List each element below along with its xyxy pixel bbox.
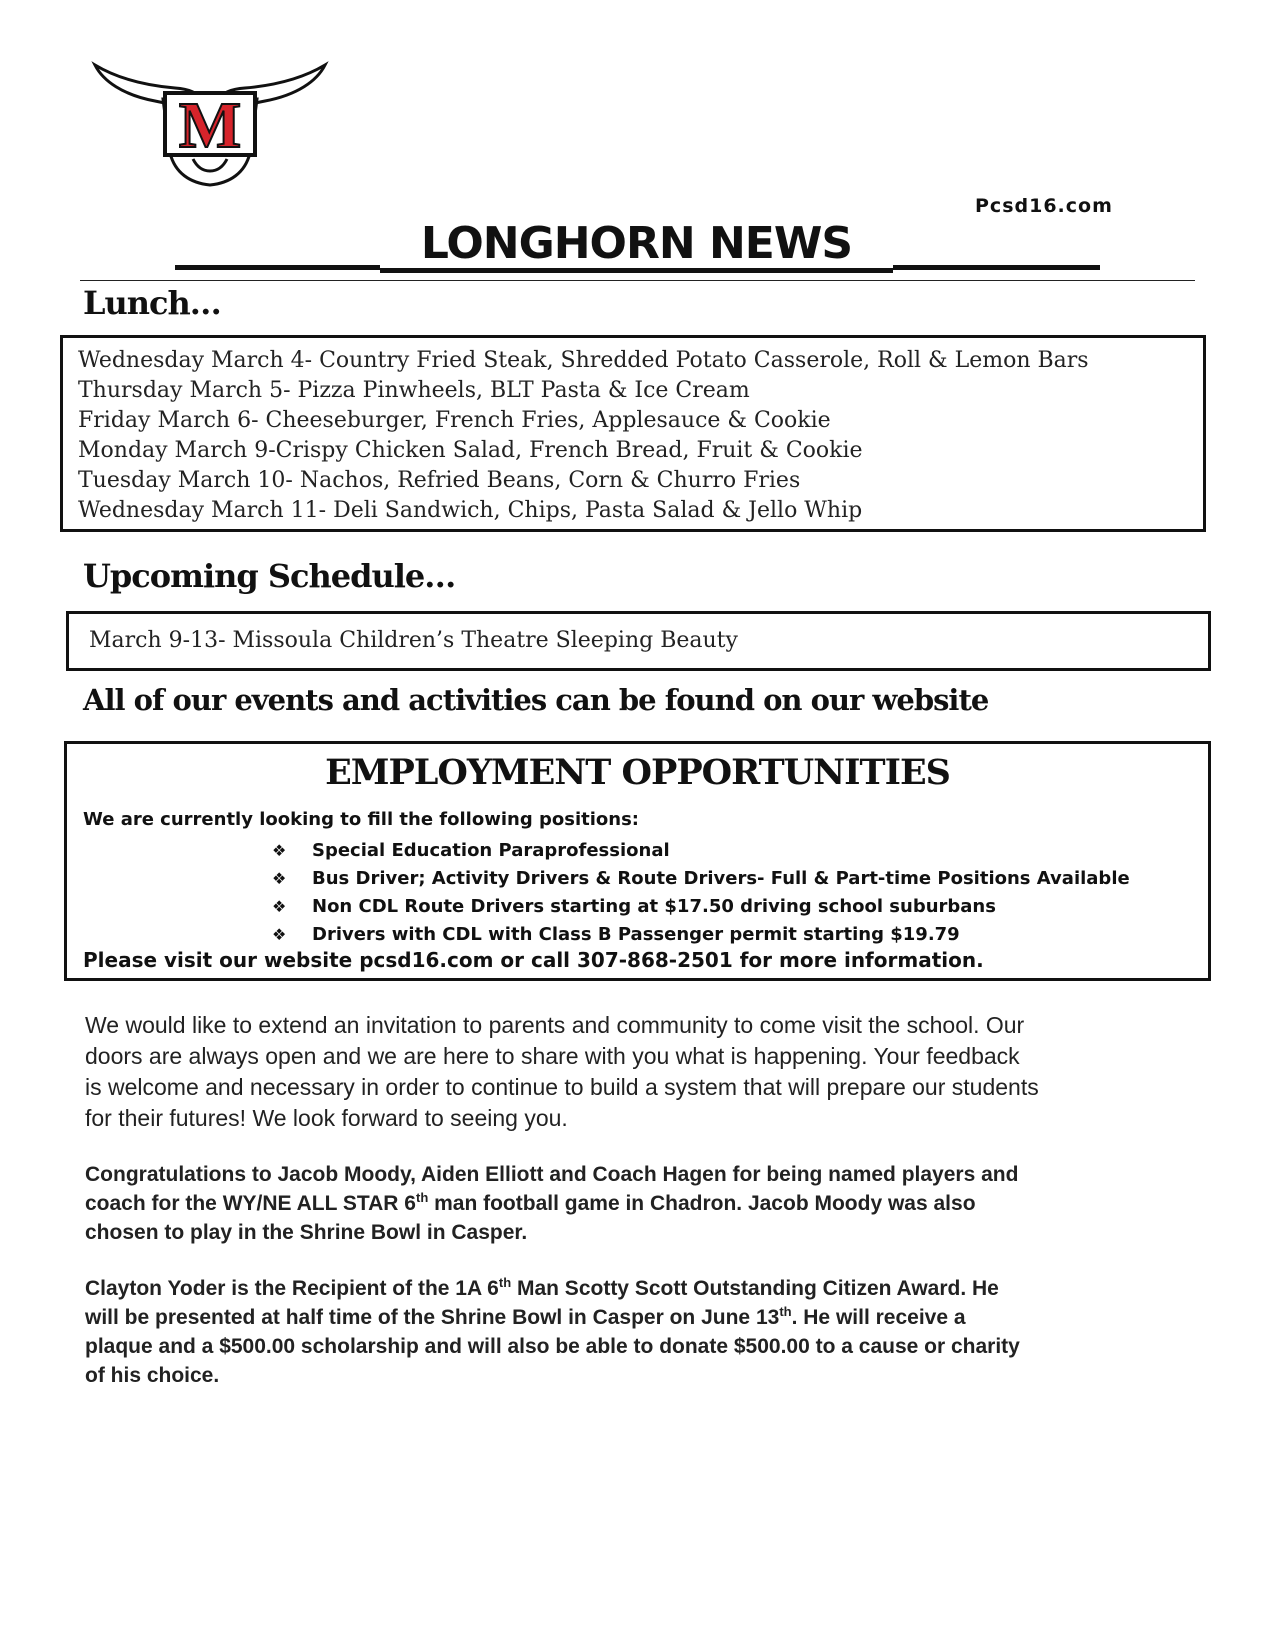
text-run: will be presented at half time of the Shrine Bowl in Casper on June 13 xyxy=(85,1306,780,1329)
superscript: th xyxy=(779,1304,792,1319)
employment-intro: We are currently looking to fill the following positions: xyxy=(83,809,639,830)
lunch-item: Monday March 9-Crispy Chicken Salad, French Bread, Fruit & Cookie xyxy=(78,438,863,463)
employment-contact: Please visit our website pcsd16.com or call 307-868-2501 for more information. xyxy=(83,948,984,972)
paragraph-line: doors are always open and we are here to share with you what is happening. Your feedback xyxy=(85,1043,1020,1069)
paragraph-line: is welcome and necessary in order to continue to build a system that will prepare our students xyxy=(85,1074,1039,1100)
employment-title: EMPLOYMENT OPPORTUNITIES xyxy=(325,752,950,793)
lunch-item: Thursday March 5- Pizza Pinwheels, BLT Pasta & Ice Cream xyxy=(78,378,750,403)
position-label: Drivers with CDL with Class B Passenger permit starting $19.79 xyxy=(312,924,960,945)
schedule-item: March 9-13- Missoula Children’s Theatre Sleeping Beauty xyxy=(89,628,738,653)
page-title: LONGHORN NEWS xyxy=(380,220,893,273)
longhorn-icon xyxy=(85,55,335,195)
diamond-bullet-icon: ❖ xyxy=(272,841,287,860)
paragraph-line xyxy=(85,1303,1020,1332)
position-label: Special Education Paraprofessional xyxy=(312,840,670,861)
paragraph-line xyxy=(85,1274,1020,1303)
position-item xyxy=(272,865,1130,893)
position-item xyxy=(272,837,1130,865)
diamond-bullet-icon: ❖ xyxy=(272,925,287,944)
lunch-item: Wednesday March 4- Country Fried Steak, Shredded Potato Casserole, Roll & Lemon Bars xyxy=(78,348,1089,373)
text-run: coach for the WY/NE ALL STAR 6 xyxy=(85,1192,416,1215)
paragraph-line: chosen to play in the Shrine Bowl in Casper. xyxy=(85,1221,528,1244)
paragraph-line xyxy=(85,1189,1018,1218)
lunch-menu-box xyxy=(60,335,1206,532)
employment-box xyxy=(64,741,1211,981)
superscript: th xyxy=(498,1275,512,1290)
text-run: Man Scotty Scott Outstanding Citizen Award. He xyxy=(511,1277,999,1300)
invitation-paragraph xyxy=(85,1010,1039,1134)
superscript: th xyxy=(415,1190,429,1205)
lunch-heading: Lunch… xyxy=(83,284,221,322)
schedule-heading: Upcoming Schedule… xyxy=(83,557,456,595)
lunch-item: Tuesday March 10- Nachos, Refried Beans, Corn & Churro Fries xyxy=(78,468,801,493)
paragraph-line: for their futures! We look forward to seeing you. xyxy=(85,1105,568,1131)
lunch-item: Friday March 6- Cheeseburger, French Fries, Applesauce & Cookie xyxy=(78,408,831,433)
header-divider xyxy=(80,280,1195,281)
masthead-rule-left xyxy=(175,265,380,270)
positions-list xyxy=(272,837,1130,949)
logo-letter: M xyxy=(178,89,242,162)
paragraph-line: of his choice. xyxy=(85,1364,220,1387)
congratulations-paragraph xyxy=(85,1160,1018,1247)
paragraph-line: We would like to extend an invitation to parents and community to come visit the school. Our xyxy=(85,1012,1025,1038)
schedule-box xyxy=(66,611,1211,671)
position-label: Non CDL Route Drivers starting at $17.50 driving school suburbans xyxy=(312,896,996,917)
site-url[interactable]: Pcsd16.com xyxy=(975,195,1113,217)
text-run: man football game in Chadron. Jacob Moody was also xyxy=(428,1192,976,1215)
award-paragraph xyxy=(85,1274,1020,1390)
masthead-rule-right xyxy=(893,265,1100,270)
paragraph-line: plaque and a $500.00 scholarship and will also be able to donate $500.00 to a cause or charity xyxy=(85,1335,1020,1358)
position-item xyxy=(272,893,1130,921)
text-run: Clayton Yoder is the Recipient of the 1A 6 xyxy=(85,1277,499,1300)
diamond-bullet-icon: ❖ xyxy=(272,869,287,888)
longhorn-logo xyxy=(85,55,335,195)
lunch-item: Wednesday March 11- Deli Sandwich, Chips, Pasta Salad & Jello Whip xyxy=(78,498,863,523)
events-note: All of our events and activities can be found on our website xyxy=(83,683,989,717)
text-run: . He will receive a xyxy=(791,1306,966,1329)
diamond-bullet-icon: ❖ xyxy=(272,897,287,916)
paragraph-line: Congratulations to Jacob Moody, Aiden Elliott and Coach Hagen for being named players and xyxy=(85,1163,1019,1186)
position-item xyxy=(272,921,1130,949)
position-label: Bus Driver; Activity Drivers & Route Drivers- Full & Part-time Positions Available xyxy=(312,868,1130,889)
masthead xyxy=(175,218,1100,270)
